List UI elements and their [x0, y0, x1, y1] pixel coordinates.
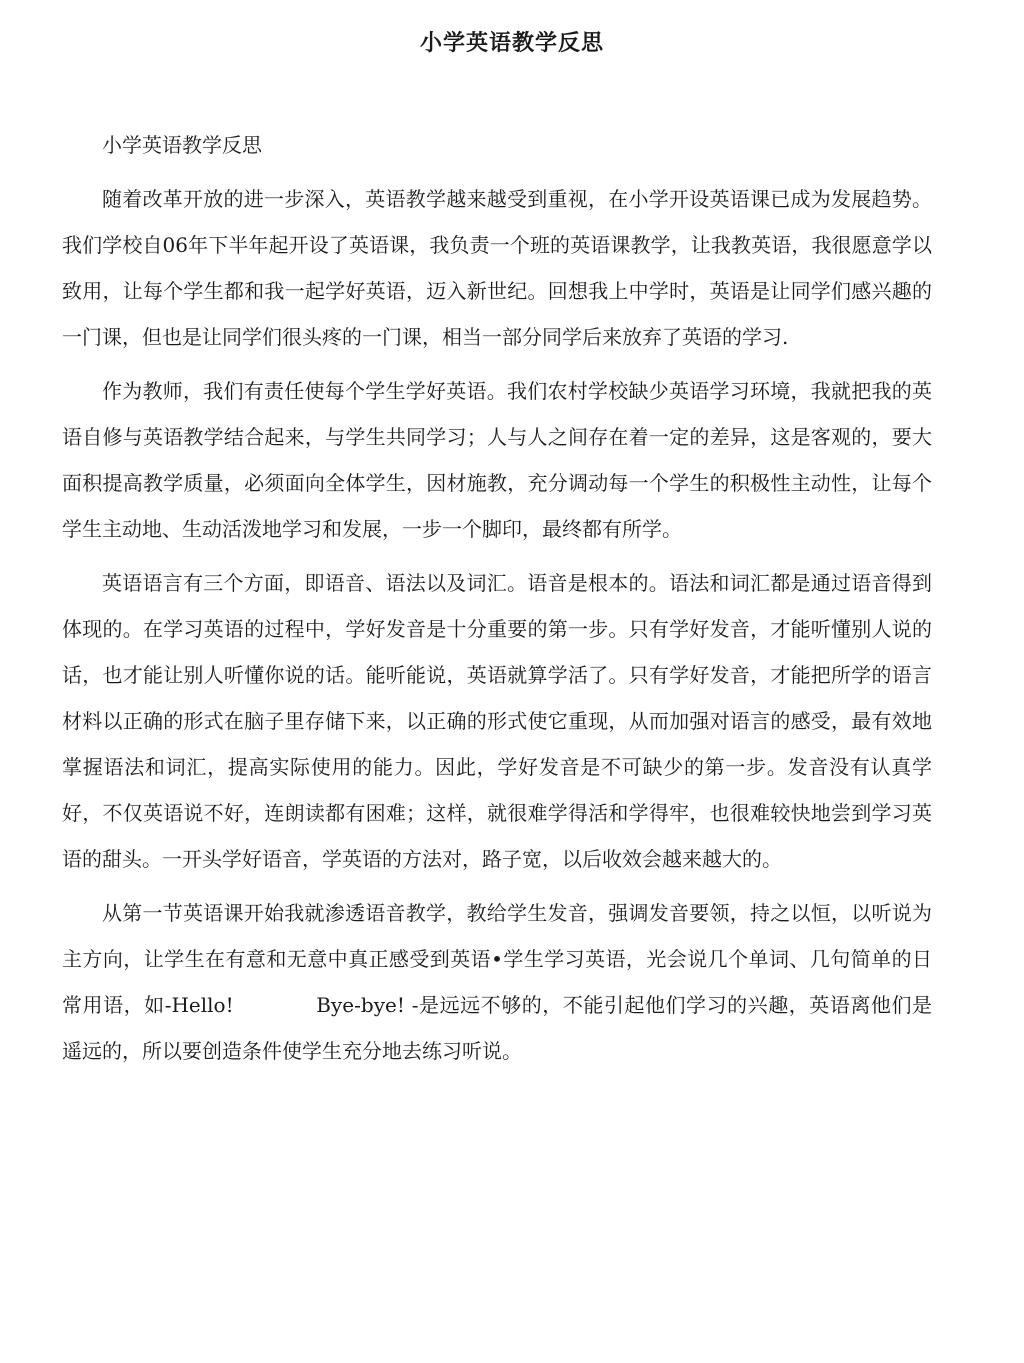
paragraph-3: 英语语言有三个方面，即语音、语法以及词汇。语音是根本的。语法和词汇都是通过语音得到体现的。在学习英语的过程中，学好发音是十分重要的第一步。只有学好发音，才能听懂别人说的话，也才能让别人听懂你说的话。能听能说，英语就算学活了。只有学好发音，才能把所学的语言材料以正确的形式在脑子里存储下来，以正确的形式使它重现，从而加强对语言的感受，最有效地掌握语法和词汇，提高实际使用的能力。因此，学好发音是不可缺少的第一步。发音没有认真学好，不仅英语说不好，连朗读都有困难；这样，就很难学得活和学得牢，也很难较快地尝到学习英语的甜头。一开头学好语音，学英语的方法对，路子宽，以后收效会越来越大的。: [62, 571, 932, 871]
document-title: 小学英语教学反思: [419, 31, 604, 56]
paragraph-1: 随着改革开放的进一步深入，英语教学越来越受到重视，在小学开设英语课已成为发展趋势。我们学校自06年下半年起开设了英语课，我负责一个班的英语课教学，让我教英语，我很愿意学以致用，让每个学生都和我一起学好英语，迈入新世纪。回想我上中学时，英语是让同学们感兴趣的一门课，但也是让同学们很头疼的一门课，相当一部分同学后来放弃了英语的学习.: [62, 187, 932, 349]
paragraph-subtitle: 小学英语教学反思: [102, 133, 262, 157]
paragraph-2: 作为教师，我们有责任使每个学生学好英语。我们农村学校缺少英语学习环境，我就把我的英语自修与英语教学结合起来，与学生共同学习；人与人之间存在着一定的差异，这是客观的，要大面积提高教学质量，必须面向全体学生，因材施教，充分调动每一个学生的积极性主动性，让每个学生主动地、生动活泼地学习和发展，一步一个脚印，最终都有所学。: [62, 379, 932, 541]
document-body: [62, 122, 932, 1074]
paragraph-4: 从第一节英语课开始我就渗透语音教学，教给学生发音，强调发音要领，持之以恒，以听说为主方向，让学生在有意和无意中真正感受到英语•学生学习英语，光会说几个单词、几句简单的日常用语，如-Hello! Bye-bye! -是远远不够的，不能引起他们学习的兴趣，英语离他们是遥远的，所以要创造条件使学生充分地去练习听说。: [62, 901, 932, 1063]
